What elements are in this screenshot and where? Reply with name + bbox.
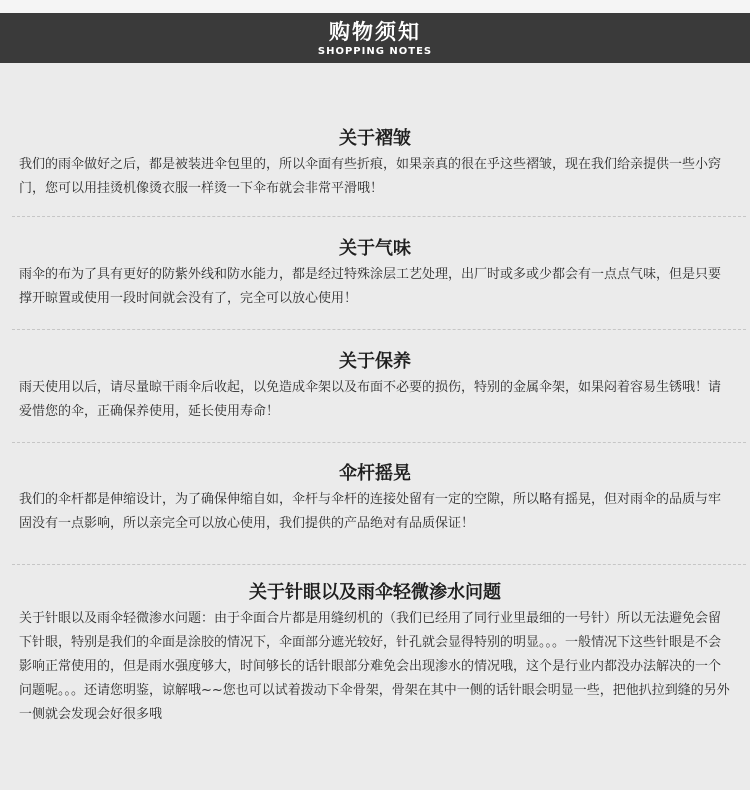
section-title: 关于保养 — [339, 351, 411, 372]
section-title: 伞杆摇晃 — [339, 463, 411, 484]
section-needle-holes — [19, 581, 731, 727]
section-title: 关于气味 — [339, 238, 411, 259]
page-subtitle: SHOPPING NOTES — [317, 46, 433, 57]
section-title: 关于褶皱 — [339, 128, 411, 149]
section-shaft-wobble — [19, 462, 731, 536]
section-divider — [12, 564, 746, 565]
section-odor — [19, 237, 731, 311]
section-divider — [12, 216, 746, 217]
header-banner — [0, 13, 750, 63]
section-body: 我们的伞杆都是伸缩设计，为了确保伸缩自如，伞杆与伞杆的连接处留有一定的空隙，所以略有摇晃，但对雨伞的品质与牢固没有一点影响，所以亲完全可以放心使用，我们提供的产品绝对有品质保证！ — [19, 492, 722, 531]
section-body: 关于针眼以及雨伞轻微渗水问题：由于伞面合片都是用缝纫机的（我们已经用了同行业里最细的一号针）所以无法避免会留下针眼，特别是我们的伞面是涂胶的情况下，伞面部分遮光较好，针孔就会显得特别的明显。。。一般情况下这些针眼是不会影响正常使用的，但是雨水强度够大，时间够长的话针眼部分难免会出现渗水的情况哦，这个是行业内都没办法解决的一个问题呢。。。还请您明鉴，谅解哦~~您也可以试着拨动下伞骨架，骨架在其中一侧的话针眼会明显一些，把他扒拉到缝的另外一侧就会发现会好很多哦 — [19, 611, 730, 722]
section-maintenance — [19, 350, 731, 424]
section-divider — [12, 329, 746, 330]
section-body: 雨天使用以后，请尽量晾干雨伞后收起，以免造成伞架以及布面不必要的损伤，特别的金属伞架，如果闷着容易生锈哦！请爱惜您的伞，正确保养使用，延长使用寿命！ — [19, 380, 722, 419]
section-divider — [12, 442, 746, 443]
top-strip — [0, 0, 750, 13]
section-wrinkles — [19, 127, 731, 201]
section-body: 我们的雨伞做好之后，都是被装进伞包里的，所以伞面有些折痕，如果亲真的很在乎这些褶皱，现在我们给亲提供一些小窍门，您可以用挂烫机像烫衣服一样烫一下伞布就会非常平滑哦！ — [19, 157, 722, 196]
section-body: 雨伞的布为了具有更好的防紫外线和防水能力，都是经过特殊涂层工艺处理，出厂时或多或少都会有一点点气味，但是只要撑开晾置或使用一段时间就会没有了，完全可以放心使用！ — [19, 267, 722, 306]
section-title: 关于针眼以及雨伞轻微渗水问题 — [249, 582, 501, 603]
page-title: 购物须知 — [329, 20, 421, 44]
